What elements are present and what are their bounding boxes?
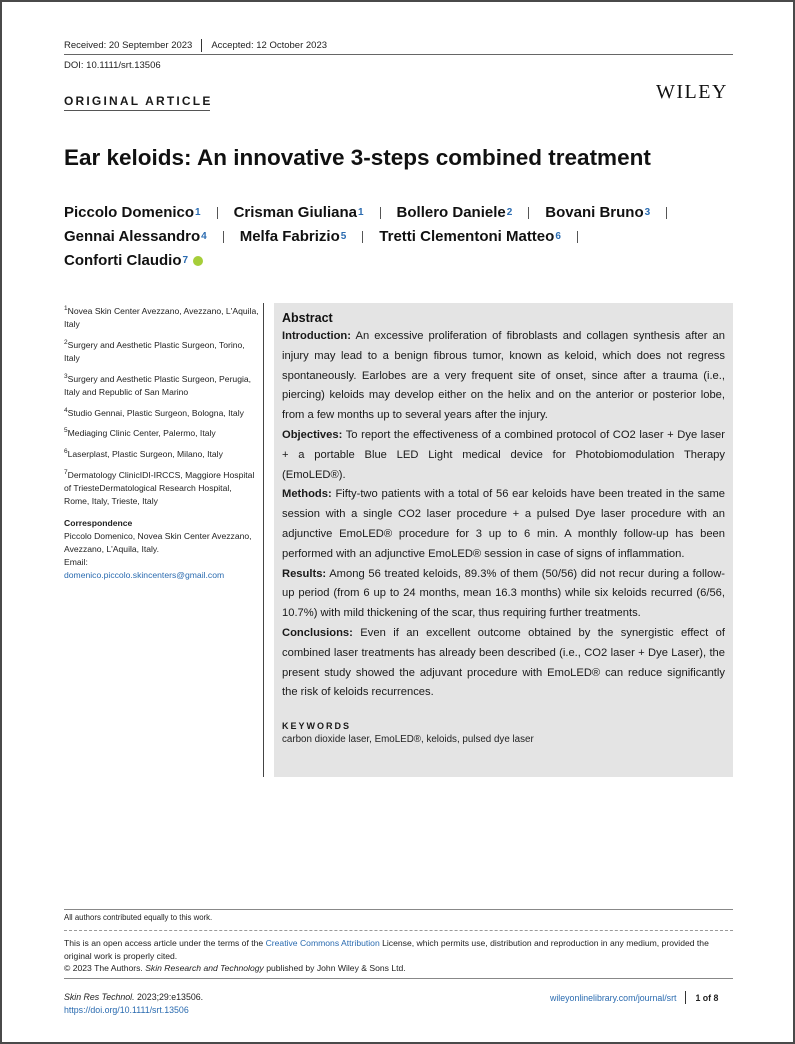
divider — [217, 207, 218, 219]
affiliation-text: Surgery and Aesthetic Plastic Surgeon, Perugia, Italy and Republic of San Marino — [64, 373, 252, 397]
footer-citation — [64, 991, 203, 1017]
affiliation-item — [64, 445, 259, 461]
affiliation-item — [64, 336, 259, 365]
author-name[interactable]: Conforti Claudio — [64, 252, 182, 269]
divider — [577, 231, 578, 243]
author-name[interactable]: Bollero Daniele — [396, 204, 506, 221]
abstract-methods — [282, 485, 725, 564]
article-title: Ear keloids: An innovative 3-steps combined treatment — [64, 145, 651, 170]
affiliation-number: 7 — [64, 469, 68, 477]
correspondence-text: Piccolo Domenico, Novea Skin Center Avezzano, Avezzano, L'Aquila, Italy. — [64, 531, 252, 555]
creative-commons-link[interactable]: Creative Commons Attribution — [265, 938, 380, 948]
doi-text: DOI: 10.1111/srt.13506 — [64, 60, 161, 71]
divider — [362, 231, 363, 243]
doi-link[interactable]: https://doi.org/10.1111/srt.13506 — [64, 1005, 189, 1015]
author-affiliation-ref[interactable]: 7 — [182, 255, 189, 266]
received-date: Received: 20 September 2023 — [64, 40, 193, 51]
journal-abbrev: Skin Res Technol. — [64, 992, 135, 1002]
affiliation-item — [64, 302, 259, 331]
affiliation-number: 3 — [64, 372, 68, 380]
abstract-objectives — [282, 426, 725, 485]
copyright-journal: Skin Research and Technology — [145, 963, 264, 974]
author-name[interactable]: Tretti Clementoni Matteo — [379, 228, 555, 245]
footnote-rule — [64, 930, 733, 931]
abstract-heading: Abstract — [282, 311, 333, 325]
divider — [223, 231, 224, 243]
accepted-date: Accepted: 12 October 2023 — [211, 40, 328, 51]
abstract-section-text: Even if an excellent outcome obtained by the synergistic effect of combined laser treatments has already been described (i.e., CO2 laser + Dye Laser), the present study showed the adjuvant procedure with EmoLED® can reduce significantly the risk of keloids recurrences. — [282, 626, 725, 699]
author-row — [64, 225, 744, 249]
affiliation-number: 2 — [64, 338, 68, 346]
affiliation-item — [64, 424, 259, 440]
abstract-conclusions — [282, 624, 725, 703]
affiliation-text: Laserplast, Plastic Surgeon, Milano, Italy — [67, 449, 223, 460]
citation-text: 2023;29:e13506. — [134, 992, 204, 1002]
citation-line — [64, 991, 203, 1004]
affiliation-number: 5 — [64, 427, 68, 435]
dates-line — [64, 39, 327, 52]
affiliation-text: Dermatology ClinicIDI-IRCCS, Maggiore Hospital of TriesteDermatological Research Hospital, Rome, Italy, Trieste, Italy — [64, 470, 255, 507]
journal-site-link[interactable]: wileyonlinelibrary.com/journal/srt — [550, 992, 677, 1003]
copyright-text — [64, 962, 734, 975]
header-rule — [64, 54, 733, 55]
affiliations — [64, 302, 259, 582]
correspondence-email-link[interactable]: domenico.piccolo.skincenters@gmail.com — [64, 570, 225, 581]
license-pre: This is an open access article under the terms of the — [64, 938, 266, 948]
affiliation-number: 1 — [64, 305, 68, 312]
author-name[interactable]: Melfa Fabrizio — [239, 228, 340, 245]
author-affiliation-ref[interactable]: 1 — [195, 207, 201, 218]
divider — [528, 207, 529, 219]
footer-rule — [64, 978, 733, 979]
correspondence-email-label: Email: — [64, 557, 88, 568]
abstract-box — [274, 303, 733, 777]
abstract-introduction — [282, 327, 725, 426]
divider — [666, 207, 667, 219]
affiliation-item — [64, 370, 259, 399]
author-name[interactable]: Crisman Giuliana — [233, 204, 357, 221]
abstract-section-label: Conclusions: — [282, 626, 353, 639]
publisher-logo: WILEY — [656, 81, 728, 103]
abstract-section-text: To report the effectiveness of a combined protocol of CO2 laser + Dye laser + a portable Blue LED Light medical device for Photobiomodulation Therapy (EmoLED®). — [282, 428, 725, 481]
author-row — [64, 201, 744, 225]
author-affiliation-ref[interactable]: 1 — [357, 207, 364, 218]
copyright-post: published by John Wiley & Sons Ltd. — [263, 963, 406, 974]
affiliation-text: Mediaging Clinic Center, Palermo, Italy — [67, 428, 216, 439]
abstract-section-label: Objectives: — [282, 428, 343, 441]
license-post: License, which permits use, distribution and reproduction in any medium, provided the original work is properly cited. — [64, 938, 709, 961]
orcid-icon[interactable] — [193, 256, 203, 266]
license-note — [64, 937, 734, 975]
affiliation-item — [64, 466, 259, 508]
keywords-title: KEYWORDS — [282, 721, 352, 732]
author-row — [64, 249, 744, 273]
affiliation-text: Novea Skin Center Avezzano, Avezzano, L'Aquila, Italy — [64, 305, 259, 329]
author-affiliation-ref[interactable]: 3 — [644, 207, 651, 218]
author-list — [64, 201, 744, 273]
affiliation-text: Studio Gennai, Plastic Surgeon, Bologna, Italy — [67, 407, 244, 418]
abstract-results — [282, 565, 725, 624]
author-affiliation-ref[interactable]: 5 — [340, 231, 347, 242]
author-affiliation-ref[interactable]: 2 — [506, 207, 513, 218]
page-number: 1 of 8 — [695, 992, 719, 1003]
author-affiliation-ref[interactable]: 4 — [201, 231, 207, 242]
section-underline — [64, 110, 210, 111]
affiliation-text: Surgery and Aesthetic Plastic Surgeon, Torino, Italy — [64, 339, 245, 363]
affiliation-number: 4 — [64, 406, 68, 414]
author-name[interactable]: Gennai Alessandro — [64, 228, 201, 245]
divider — [201, 39, 202, 52]
footnote-rule — [64, 909, 733, 910]
abstract-section-label: Results: — [282, 567, 327, 580]
abstract-section-label: Methods: — [282, 488, 332, 501]
abstract-section-label: Introduction: — [282, 330, 351, 342]
author-name[interactable]: Piccolo Domenico — [64, 204, 195, 221]
correspondence-title: Correspondence — [64, 518, 133, 529]
abstract-section-text: Among 56 treated keloids, 89.3% of them (50/56) did not recur during a follow-up period (from 6 up to 24 months, mean 16.3 months) while six keloids recurred (6/56, 10.7%) with mild thickening of the scar, thus requiring further treatments. — [282, 567, 725, 620]
affiliation-number: 6 — [64, 448, 68, 456]
author-affiliation-ref[interactable]: 6 — [555, 231, 561, 242]
divider — [685, 991, 686, 1004]
section-label: ORIGINAL ARTICLE — [64, 94, 213, 108]
author-name[interactable]: Bovani Bruno — [545, 204, 644, 221]
license-text — [64, 937, 734, 962]
equal-contribution-note: All authors contributed equally to this work. — [64, 913, 213, 922]
affiliation-item — [64, 404, 259, 420]
abstract-section-text: An excessive proliferation of fibroblasts and collagen synthesis after an injury may lead to a benign fibrous tumor, known as keloid, which does not regress spontaneously. Earlobes are a very frequent site of onset, since after a trauma (i.e., piercing) keloids may develop either on the helix and on the anterior or posterior lobe, from a few months up to several years after the injury. — [282, 330, 725, 422]
abstract-rule — [263, 303, 264, 777]
divider — [380, 207, 381, 219]
abstract-section-text: Fifty-two patients with a total of 56 ear keloids have been treated in the same session with a single CO2 laser procedure + a pulsed Dye laser procedure with an adjunctive EmoLED® procedure for 3 up to 6 min. A monthly follow-up has been performed with an adjunctive EmoLED® session in case of signs of inflammation. — [282, 488, 725, 560]
copyright-pre: © 2023 The Authors. — [64, 963, 146, 974]
keywords-text: carbon dioxide laser, EmoLED®, keloids, pulsed dye laser — [282, 734, 534, 746]
footer-right — [550, 991, 718, 1004]
